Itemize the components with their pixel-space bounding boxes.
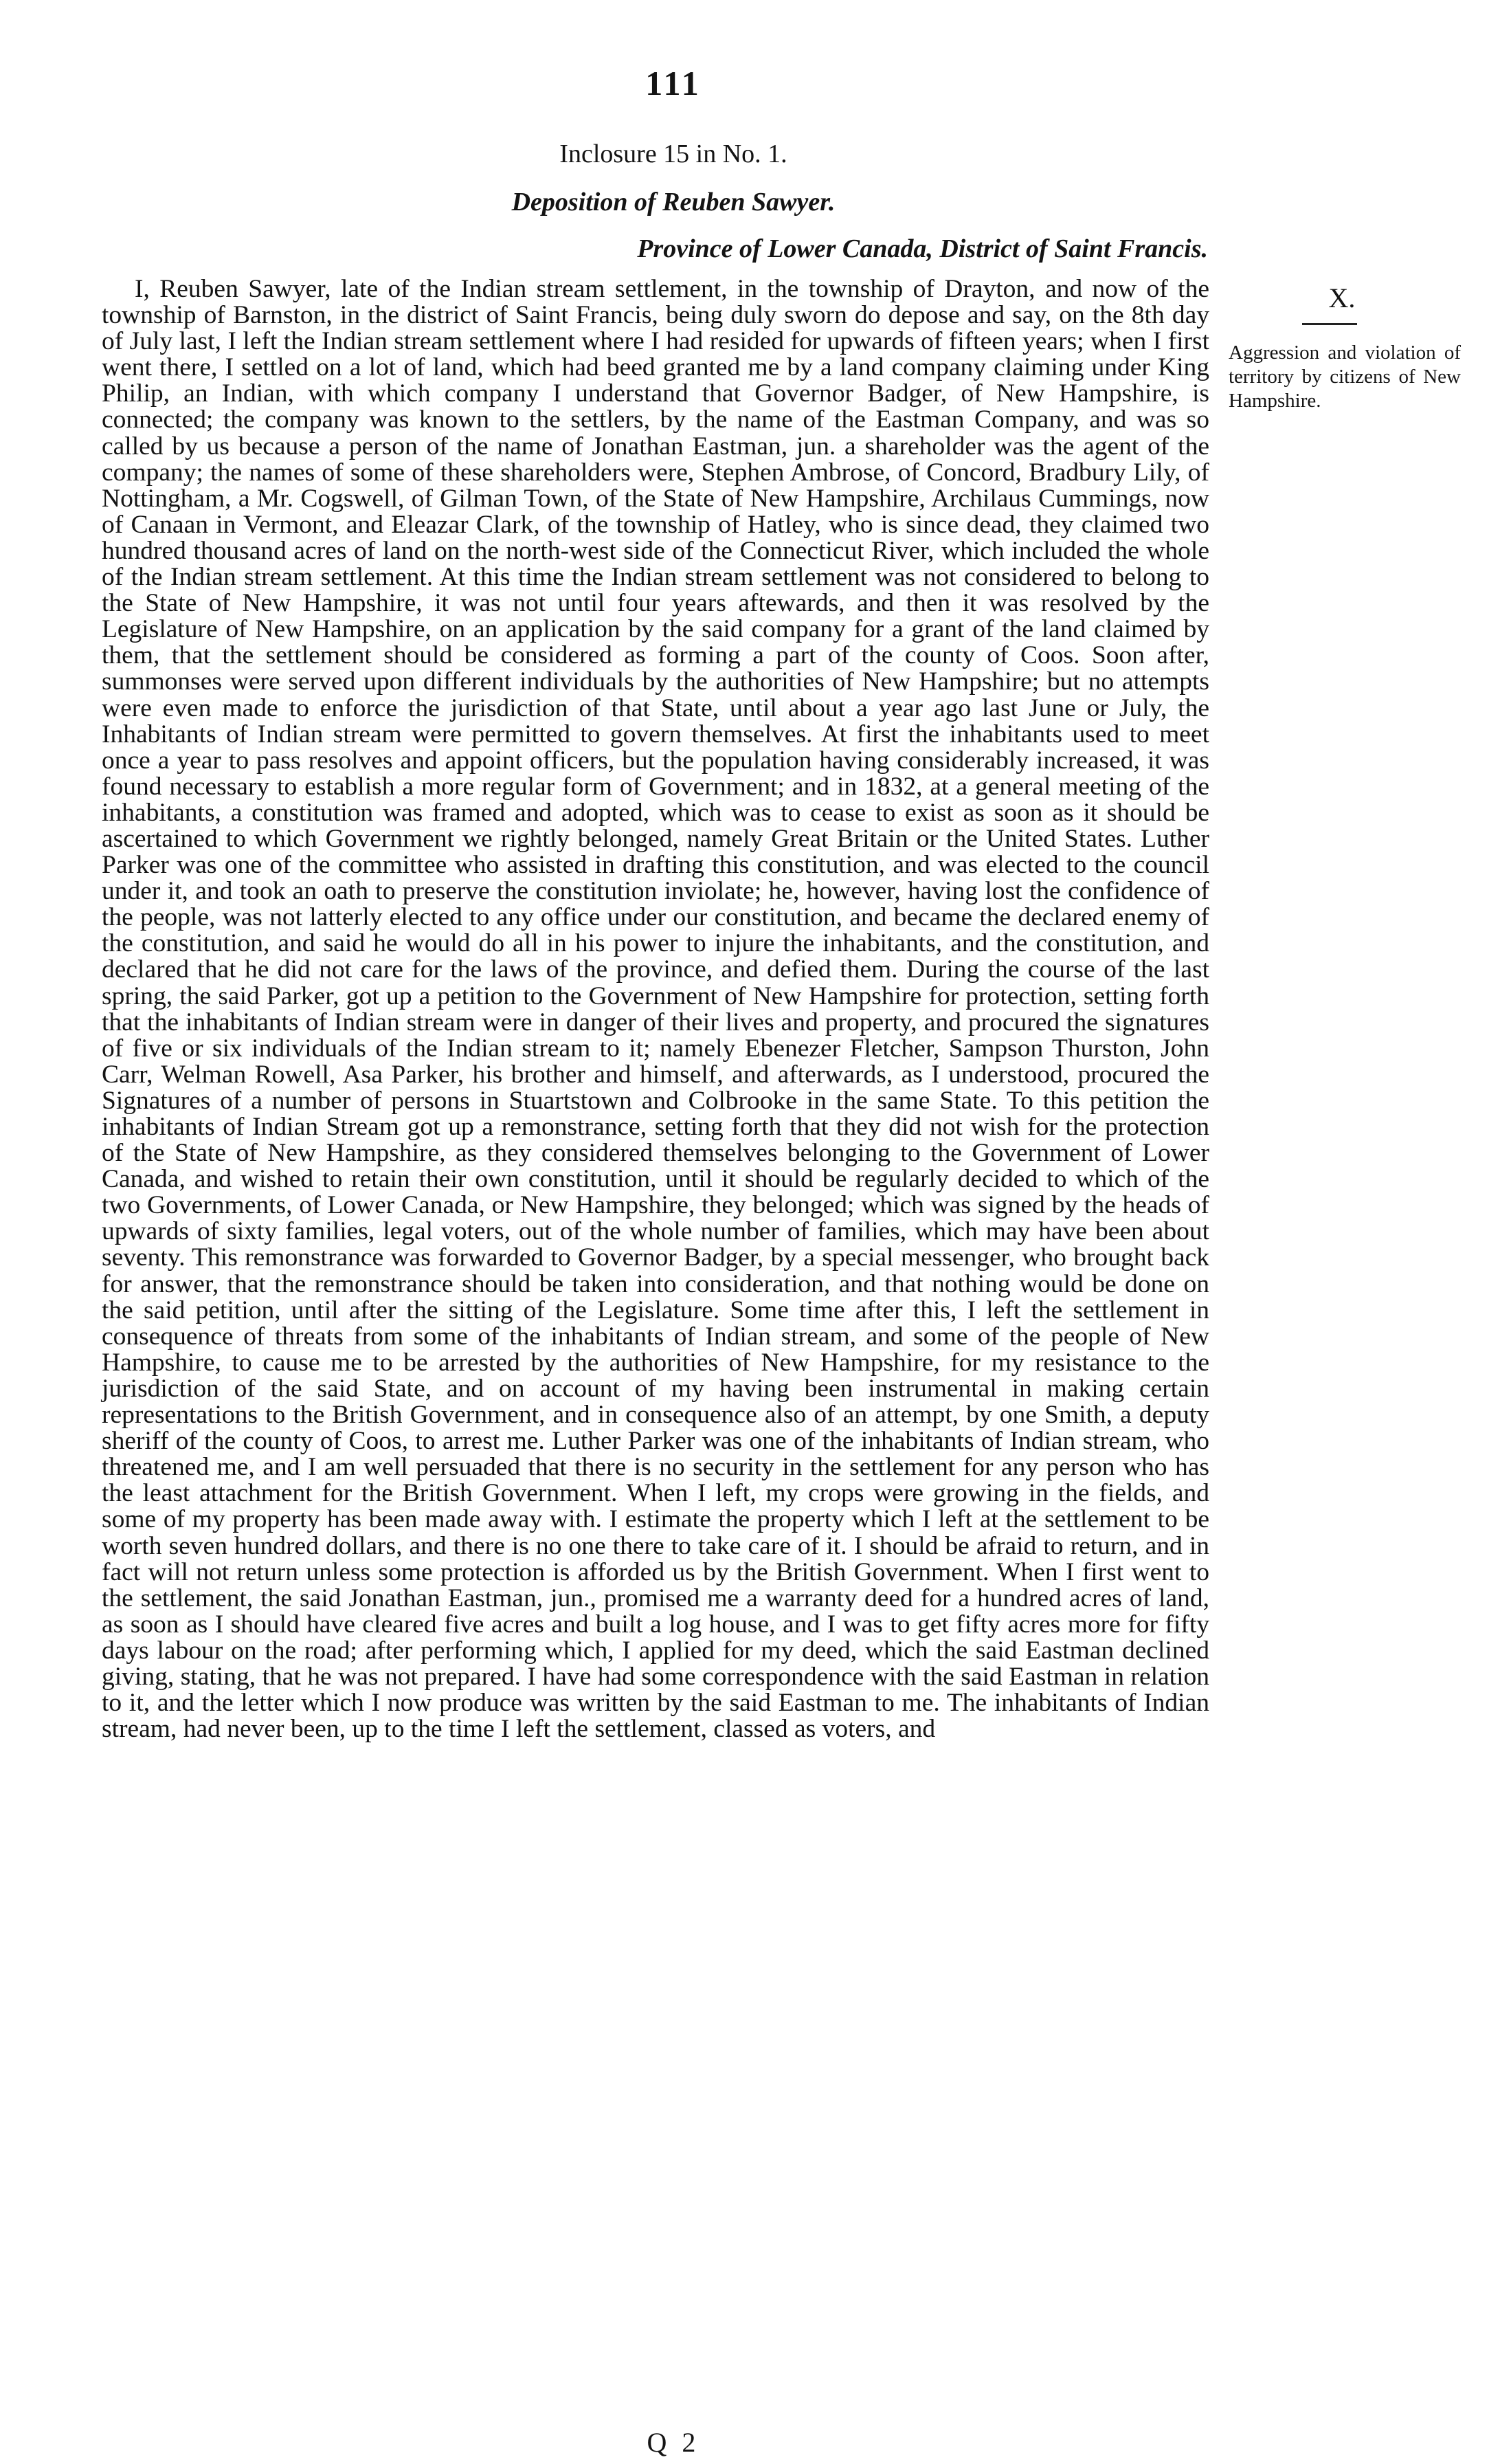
margin-section-rule bbox=[1302, 323, 1357, 325]
inclosure-heading: Inclosure 15 in No. 1. bbox=[559, 140, 787, 168]
signature-mark: Q 2 bbox=[647, 2427, 700, 2458]
page-number: 111 bbox=[645, 64, 702, 102]
deposition-body: I, Reuben Sawyer, late of the Indian stream settlement, in the township of Drayton, and now of the township of Barnston, in the district of Saint Francis, being duly sworn do depose and say, on the 8th day of July last, I left the Indian stream settlement where I had resided for upwards of fifteen years; when I first went there, I settled on a lot of land, which had beed granted me by a land company claiming under King Philip, an Indian, with which company I understand that Governor Badger, of New Hampshire, is connected; the company was known to the settlers, by the name of the Eastman Company, and was so called by us because a person of the name of Jonathan Eastman, jun. a shareholder was the agent of the company; the names of some of these shareholders were, Stephen Ambrose, of Concord, Bradbury Lily, of Nottingham, a Mr. Cogswell, of Gilman Town, of the State of New Hampshire, Archilaus Cummings, now of Canaan in Vermont, and Eleazar Clark, of the township of Hatley, who is since dead, they claimed two hundred thousand acres of land on the north-west side of the Connecticut River, which included the whole of the Indian stream settlement. At this time the Indian stream settlement was not considered to belong to the State of New Hampshire, it was not until four years aftewards, and then it was resolved by the Legislature of New Hampshire, on an application by the said company for a grant of the land claimed by them, that the settlement should be considered as forming a part of the county of Coos. Soon after, summonses were served upon different individuals by the authorities of New Hampshire; but no attempts were even made to enforce the jurisdiction of that State, until about a year ago last June or July, the Inhabitants of Indian stream were permitted to govern themselves. At first the inhabitants used to meet once a year to pass resolves and appoint officers, but the population having considerably increased, it was found necessary to establish a more regular form of Government; and in 1832, at a general meeting of the inhabitants, a constitution was framed and adopted, which was to cease to exist as soon as it should be ascertained to which Government we rightly belonged, namely Great Britain or the United States. Luther Parker was one of the committee who assisted in drafting this constitution, and was elected to the council under it, and took an oath to preserve the constitution inviolate; he, however, having lost the confidence of the people, was not latterly elected to any office under our constitution, and became the declared enemy of the constitution, and said he would do all in his power to injure the inhabitants, and the constitution, and declared that he did not care for the laws of the province, and defied them. During the course of the last spring, the said Parker, got up a petition to the Government of New Hampshire for protection, setting forth that the inhabitants of Indian stream were in danger of their lives and property, and procured the signatures of five or six individuals of the Indian stream to it; namely Ebenezer Fletcher, Sampson Thurston, John Carr, Welman Rowell, Asa Parker, his brother and himself, and afterwards, as I understood, procured the Signatures of a number of persons in Stuartstown and Colbrooke in the same State. To this petition the inhabitants of Indian Stream got up a remonstrance, setting forth that they did not wish for the protection of the State of New Hampshire, as they considered themselves belonging to the Government of Lower Canada, and wished to retain their own constitution, until it should be regularly decided to which of the two Governments, of Lower Canada, or New Hampshire, they belonged; which was signed by the heads of upwards of sixty families, legal voters, out of the whole number of families, which may have been about seventy. This remonstrance was forwarded to Governor Badger, by a special messenger, who brought back for answer, that the remonstrance should be taken into consideration, and that nothing would be done on the said petition, until after the sitting of the Legislature. Some time after this, I left the settlement in consequence of threats from some of the inhabitants of Indian stream, and some of the people of New Hampshire, to cause me to be arrested by the authorities of New Hampshire, for my resistance to the jurisdiction of the said State, and on account of my having been instrumental in making certain representations to the British Government, and in consequence also of an attempt, by one Smith, a deputy sheriff of the county of Coos, to arrest me. Luther Parker was one of the inhabitants of Indian stream, who threatened me, and I am well persuaded that there is no security in the settlement for any person who has the least attachment for the British Government. When I left, my crops were growing in the fields, and some of my property has been made away with. I estimate the property which I left at the settlement to be worth seven hundred dollars, and there is no one there to take care of it. I should be afraid to return, and in fact will not return unless some protection is afforded us by the British Government. When I first went to the settlement, the said Jonathan Eastman, jun., promised me a warranty deed for a hundred acres of land, as soon as I should have cleared five acres and built a log house, and I was to get fifty acres more for fifty days labour on the road; after performing which, I applied for my deed, which the said Eastman declined giving, stating, that he was not prepared. I have had some correspondence with the said Eastman in relation to it, and the letter which I now produce was written by the said Eastman to me. The inhabitants of Indian stream, had never been, up to the time I left the settlement, classed as voters, and bbox=[102, 275, 1209, 1744]
deposition-title: Deposition of Reuben Sawyer. bbox=[511, 188, 836, 217]
margin-note: Aggression and violation of territory by citizens of New Hampshire. bbox=[1229, 342, 1461, 412]
province-line: Province of Lower Canada, District of Saint Francis. bbox=[637, 234, 1208, 263]
margin-section-number: X. bbox=[1328, 282, 1356, 313]
